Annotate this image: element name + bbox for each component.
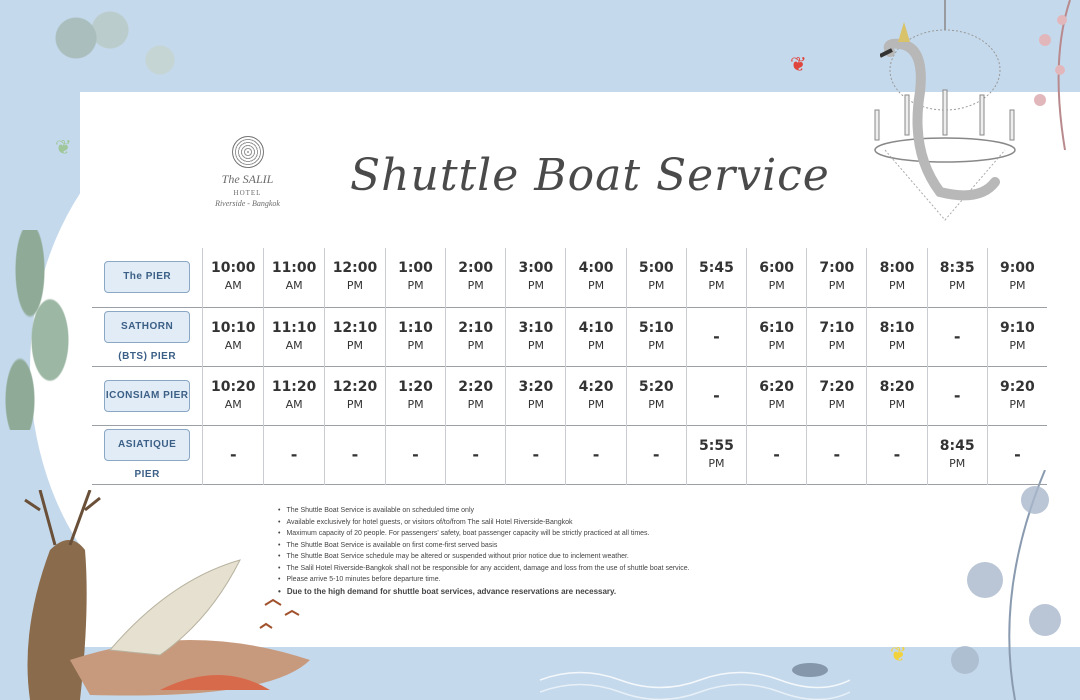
departure-time: 8:45: [939, 437, 975, 454]
departure-time: 8:00: [879, 260, 915, 277]
am-pm-label: PM: [407, 397, 424, 411]
am-pm-label: PM: [346, 338, 364, 352]
time-cell: [446, 307, 506, 366]
time-cell: [807, 366, 867, 425]
departure-time: 1:00: [398, 260, 433, 277]
pier-badge: SATHORN (BTS) PIER: [104, 311, 190, 343]
schedule-table: [92, 248, 1047, 485]
leaves-decoration: [0, 230, 80, 430]
hotel-logo: [205, 136, 290, 208]
am-pm-label: PM: [708, 279, 725, 293]
no-service-dash: -: [1014, 445, 1021, 464]
departure-time: 5:45: [699, 260, 734, 277]
swan-icon: [880, 12, 1000, 202]
am-pm-label: PM: [467, 397, 484, 411]
departure-time: 1:20: [398, 378, 433, 395]
am-pm-label: AM: [224, 279, 242, 293]
butterfly-icon: ❦: [55, 137, 72, 159]
time-cell: [264, 366, 325, 425]
pier-badge: The PIER: [104, 261, 190, 293]
am-pm-label: PM: [527, 338, 544, 352]
time-cell: [203, 425, 264, 484]
departure-time: 10:10: [210, 319, 256, 336]
time-cell: [867, 248, 927, 307]
time-cell: [264, 248, 325, 307]
no-service-dash: -: [652, 445, 660, 464]
no-service-dash: -: [472, 445, 479, 464]
departure-time: 12:20: [332, 378, 378, 395]
pier-cell: [92, 366, 203, 425]
reservation-notice: • Due to the high demand for shuttle boat services, advance reservations are necessary.: [278, 586, 798, 598]
departure-time: 12:10: [332, 319, 378, 336]
departure-time: 5:10: [638, 319, 674, 336]
no-service-dash: -: [412, 445, 419, 464]
blossom-branch-icon: [1010, 0, 1080, 150]
departure-time: 5:20: [638, 378, 674, 395]
table-row: [92, 248, 1047, 307]
am-pm-label: PM: [708, 456, 725, 470]
time-cell: [867, 425, 927, 484]
am-pm-label: PM: [1009, 397, 1026, 411]
time-cell: [506, 366, 566, 425]
time-cell: [626, 307, 686, 366]
am-pm-label: PM: [467, 279, 484, 293]
am-pm-label: PM: [888, 279, 906, 293]
departure-time: 1:10: [398, 319, 433, 336]
pier-cell: [92, 307, 203, 366]
time-cell: [566, 425, 626, 484]
departure-time: 11:20: [271, 378, 317, 395]
am-pm-label: PM: [828, 279, 845, 293]
am-pm-label: AM: [224, 338, 242, 352]
time-cell: [927, 366, 987, 425]
am-pm-label: PM: [768, 397, 785, 411]
notes-list: [278, 505, 798, 597]
time-cell: [203, 248, 264, 307]
am-pm-label: PM: [888, 397, 906, 411]
am-pm-label: PM: [768, 338, 785, 352]
note-item: • Please arrive 5-10 minutes before departure time.: [278, 574, 798, 586]
time-cell: [807, 307, 867, 366]
time-cell: [325, 366, 386, 425]
departure-time: 11:00: [271, 260, 317, 277]
no-service-dash: -: [773, 445, 780, 464]
no-service-dash: -: [229, 445, 237, 464]
waves-decoration: [540, 650, 850, 700]
am-pm-label: PM: [768, 279, 785, 293]
time-cell: [203, 307, 264, 366]
departure-time: 9:00: [999, 260, 1035, 277]
am-pm-label: PM: [828, 338, 845, 352]
no-service-dash: -: [351, 445, 359, 464]
logo-sub: HOTEL: [233, 189, 262, 197]
time-cell: [747, 248, 807, 307]
time-cell: [867, 366, 927, 425]
am-pm-label: PM: [527, 279, 544, 293]
time-cell: [747, 366, 807, 425]
time-cell: [446, 366, 506, 425]
page-title: Shuttle Boat Service: [350, 150, 830, 201]
am-pm-label: PM: [346, 397, 364, 411]
time-cell: [325, 248, 386, 307]
no-service-dash: -: [833, 445, 841, 464]
am-pm-label: AM: [224, 397, 242, 411]
time-cell: [927, 248, 987, 307]
departure-time: 4:10: [578, 319, 614, 336]
departure-time: 7:20: [819, 378, 855, 395]
time-cell: [867, 307, 927, 366]
time-cell: [626, 425, 686, 484]
time-cell: [747, 307, 807, 366]
am-pm-label: AM: [285, 279, 303, 293]
time-cell: [807, 425, 867, 484]
am-pm-label: PM: [527, 397, 544, 411]
departure-time: 3:10: [518, 319, 554, 336]
no-service-dash: -: [953, 327, 961, 346]
am-pm-label: AM: [285, 338, 303, 352]
butterfly-icon: ❦: [890, 644, 907, 666]
departure-time: 6:20: [759, 378, 795, 395]
time-cell: [385, 366, 445, 425]
time-cell: [264, 425, 325, 484]
time-cell: [566, 307, 626, 366]
am-pm-label: PM: [949, 456, 966, 470]
departure-time: 2:10: [458, 319, 494, 336]
departure-time: 8:35: [939, 260, 975, 277]
no-service-dash: -: [592, 445, 600, 464]
time-cell: [566, 366, 626, 425]
am-pm-label: PM: [648, 338, 665, 352]
logo-location: Riverside - Bangkok: [215, 199, 280, 208]
pier-badge: ASIATIQUE PIER: [104, 429, 190, 461]
note-item: • The Shuttle Boat Service is available on scheduled time only: [278, 505, 798, 517]
time-cell: [927, 425, 987, 484]
table-row: [92, 307, 1047, 366]
time-cell: [385, 307, 445, 366]
time-cell: [446, 425, 506, 484]
time-cell: [325, 425, 386, 484]
departure-time: 8:20: [879, 378, 915, 395]
am-pm-label: PM: [407, 279, 424, 293]
am-pm-label: PM: [1009, 338, 1026, 352]
departure-time: 5:00: [638, 260, 674, 277]
time-cell: [385, 425, 445, 484]
departure-time: 2:00: [458, 260, 494, 277]
no-service-dash: -: [713, 327, 720, 346]
am-pm-label: PM: [407, 338, 424, 352]
departure-time: 10:20: [210, 378, 256, 395]
time-cell: [325, 307, 386, 366]
time-cell: [987, 366, 1047, 425]
departure-time: 5:55: [699, 437, 734, 454]
departure-time: 12:00: [332, 260, 378, 277]
table-row: [92, 366, 1047, 425]
departure-time: 8:10: [879, 319, 915, 336]
note-item: • Maximum capacity of 20 people. For passengers' safety, boat passenger capacity will be strictly practiced at all times.: [278, 528, 798, 540]
am-pm-label: PM: [949, 279, 966, 293]
departure-time: 7:00: [819, 260, 855, 277]
am-pm-label: AM: [285, 397, 303, 411]
time-cell: [686, 248, 746, 307]
note-item: • The Shuttle Boat Service is available on first come-first served basis: [278, 540, 798, 552]
note-item: • The Salil Hotel Riverside-Bangkok shall not be responsible for any accident, damage and loss from the use of shuttle boat service.: [278, 563, 798, 575]
note-item: • The Shuttle Boat Service schedule may be altered or suspended without prior notice due to inclement weather.: [278, 551, 798, 563]
time-cell: [987, 307, 1047, 366]
pier-badge: ICONSIAM PIER: [104, 380, 190, 412]
time-cell: [987, 425, 1047, 484]
am-pm-label: PM: [888, 338, 906, 352]
seal-icon: [232, 136, 264, 168]
time-cell: [506, 307, 566, 366]
no-service-dash: -: [953, 386, 961, 405]
note-item: • Available exclusively for hotel guests, or visitors of/to/from The salil Hotel Riverside-Bangkok: [278, 517, 798, 529]
time-cell: [807, 248, 867, 307]
time-cell: [264, 307, 325, 366]
departure-time: 6:00: [759, 260, 795, 277]
time-cell: [987, 248, 1047, 307]
pier-cell: [92, 248, 203, 307]
am-pm-label: PM: [346, 279, 364, 293]
frosted-plant-illustration: [925, 470, 1080, 700]
time-cell: [506, 425, 566, 484]
time-cell: [446, 248, 506, 307]
time-cell: [686, 307, 746, 366]
departure-time: 10:00: [210, 260, 256, 277]
departure-time: 7:10: [819, 319, 855, 336]
no-service-dash: -: [893, 445, 901, 464]
no-service-dash: -: [532, 445, 540, 464]
departure-time: 6:10: [759, 319, 795, 336]
departure-time: 3:20: [518, 378, 554, 395]
departure-time: 4:00: [578, 260, 614, 277]
departure-time: 3:00: [518, 260, 554, 277]
flowers-decoration: [0, 0, 190, 95]
butterfly-icon: ❦: [790, 54, 807, 76]
logo-name: The SALIL: [221, 172, 274, 186]
am-pm-label: PM: [648, 279, 665, 293]
am-pm-label: PM: [828, 397, 845, 411]
departure-time: 9:10: [999, 319, 1035, 336]
departure-time: 11:10: [271, 319, 317, 336]
am-pm-label: PM: [648, 397, 665, 411]
time-cell: [626, 248, 686, 307]
departure-time: 9:20: [999, 378, 1035, 395]
time-cell: [927, 307, 987, 366]
am-pm-label: PM: [467, 338, 484, 352]
time-cell: [626, 366, 686, 425]
am-pm-label: PM: [588, 338, 605, 352]
time-cell: [686, 366, 746, 425]
time-cell: [686, 425, 746, 484]
departure-time: 2:20: [458, 378, 494, 395]
time-cell: [566, 248, 626, 307]
am-pm-label: PM: [588, 397, 605, 411]
departure-time: 4:20: [578, 378, 614, 395]
time-cell: [747, 425, 807, 484]
time-cell: [203, 366, 264, 425]
no-service-dash: -: [713, 386, 720, 405]
pier-cell: [92, 425, 203, 484]
am-pm-label: PM: [588, 279, 605, 293]
am-pm-label: PM: [1009, 279, 1026, 293]
time-cell: [506, 248, 566, 307]
time-cell: [385, 248, 445, 307]
table-row: [92, 425, 1047, 484]
no-service-dash: -: [290, 445, 298, 464]
